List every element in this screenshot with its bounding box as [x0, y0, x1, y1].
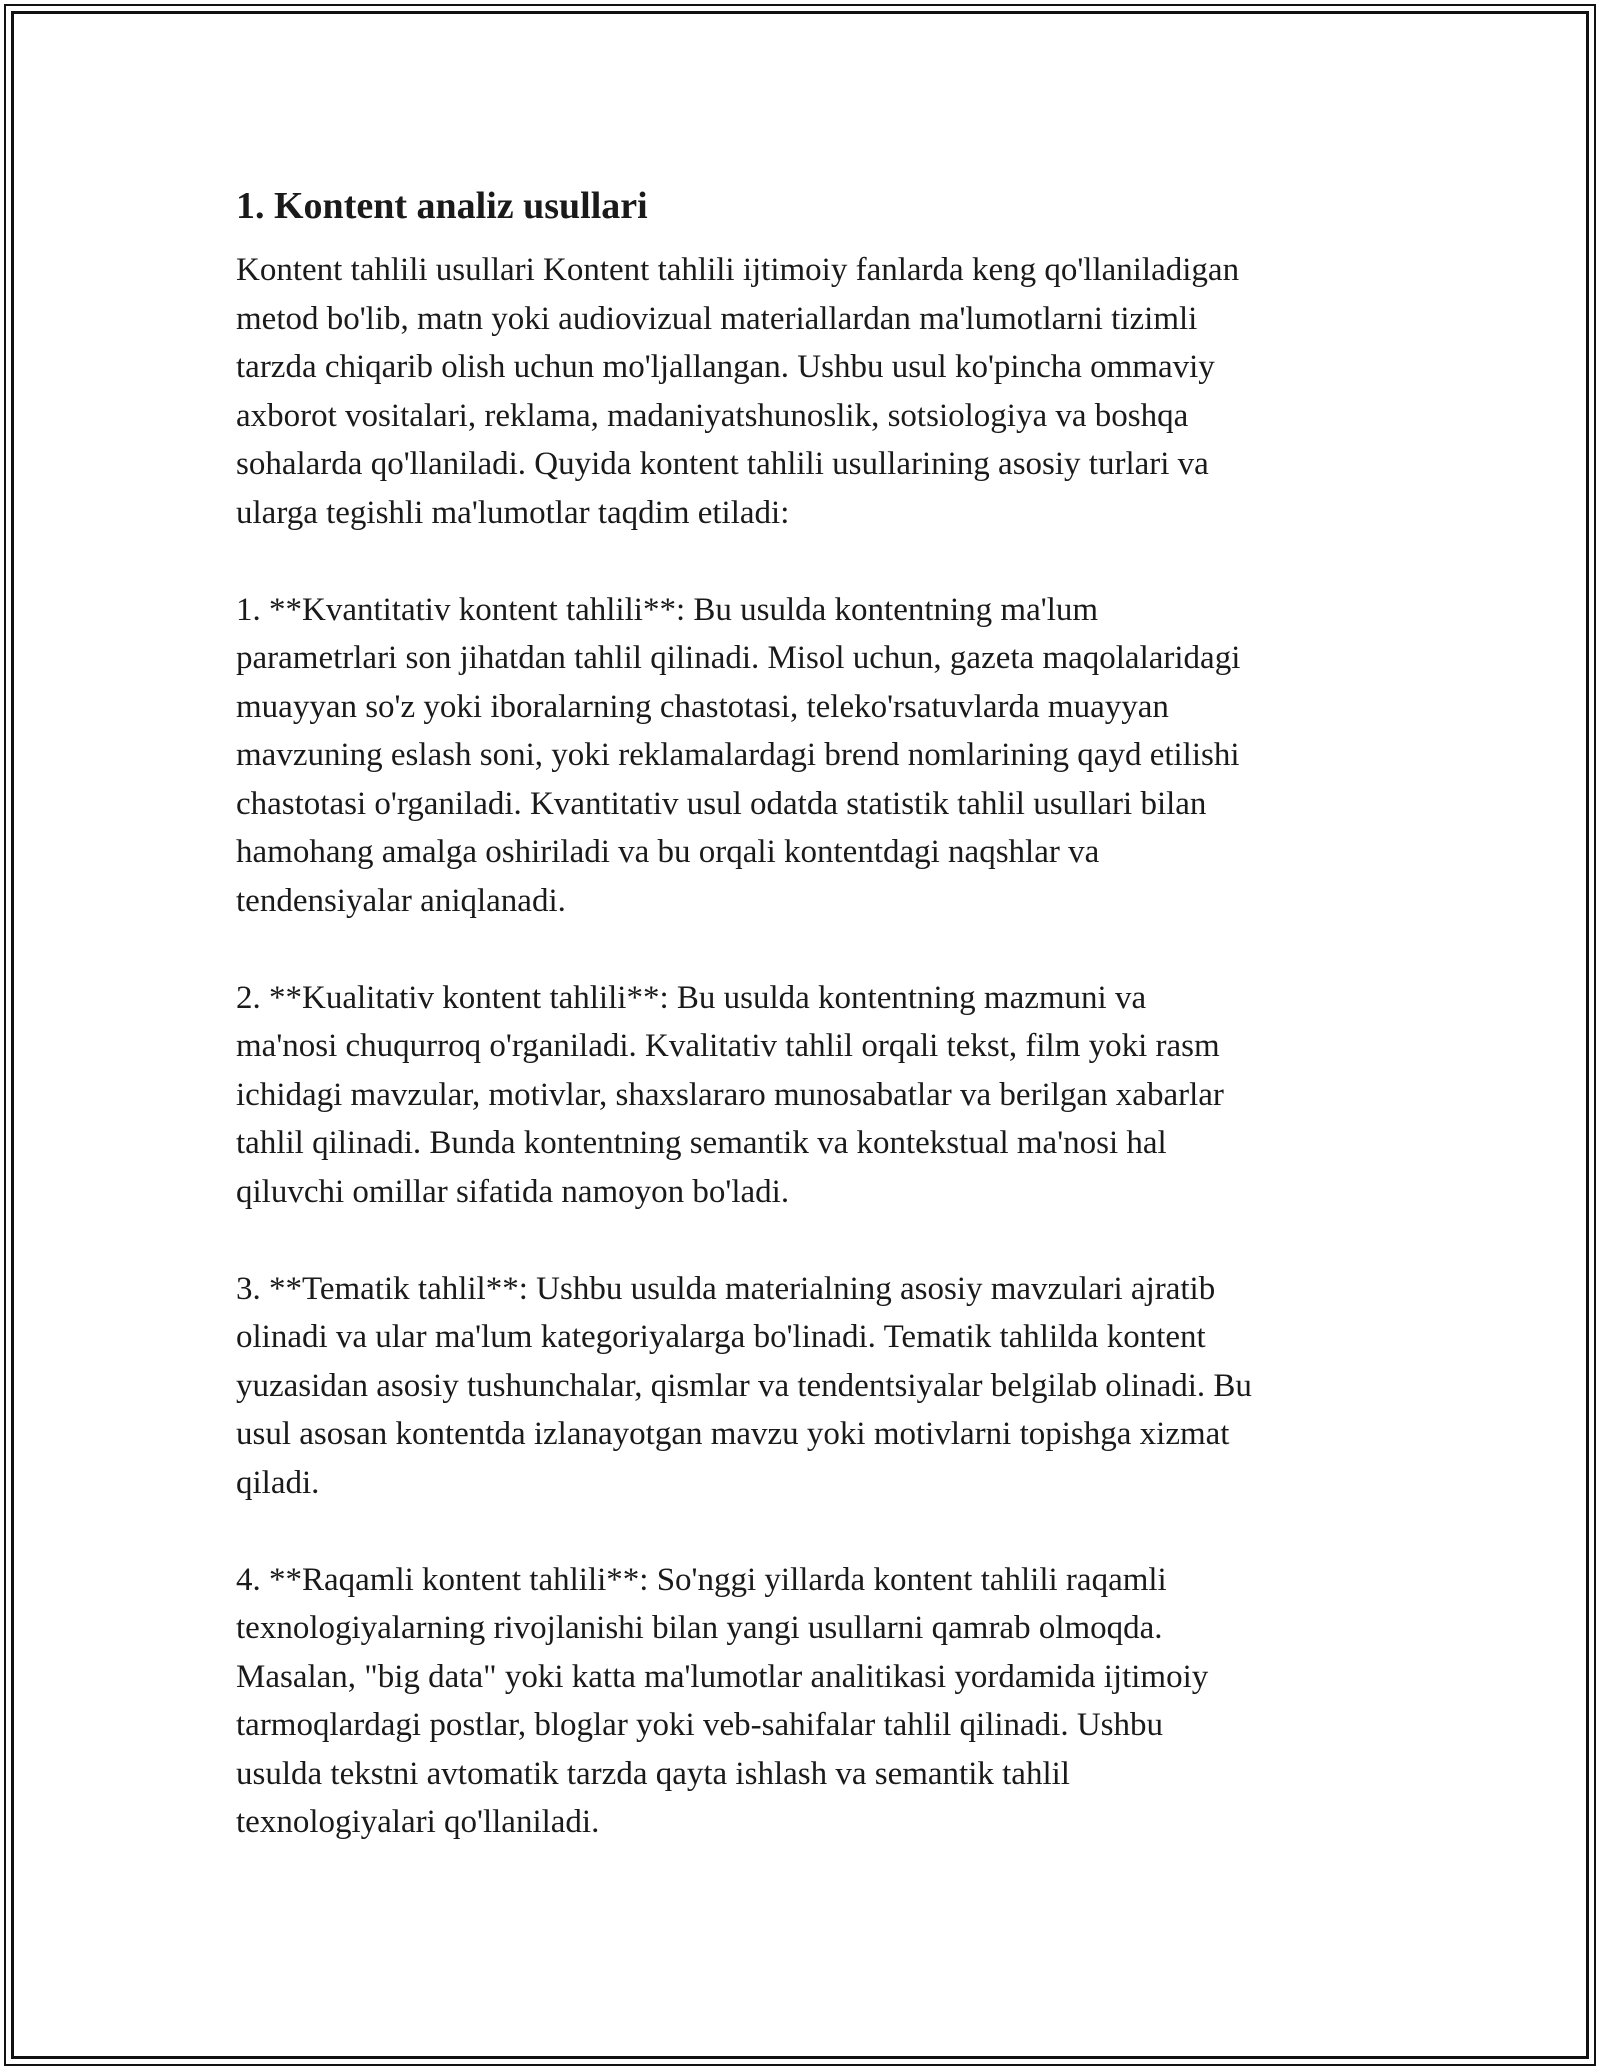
page-title: 1. Kontent analiz usullari: [236, 185, 648, 227]
paragraph-intro: Kontent tahlili usullari Kontent tahlili ijtimoiy fanlarda keng qo'llaniladigan metod bo'lib, matn yoki audiovizual materiallardan ma'lumotlarni tizimli tarzda chiqarib olish uchun mo'ljallangan. Ushbu usul ko'pincha ommaviy axborot vositalari, reklama, madaniyatshunoslik, sotsiologiya va boshqa sohalarda qo'llaniladi. Quyida kontent tahlili usullarining asosiy turlari va ularga tegishli ma'lumotlar taqdim etiladi:: [236, 252, 1240, 531]
paragraph-qualitative: 2. **Kualitativ kontent tahlili**: Bu usulda kontentning mazmuni va ma'nosi chuqurroq o'rganiladi. Kvalitativ tahlil orqali tekst, film yoki rasm ichidagi mavzular, motivlar, shaxslararo munosabatlar va berilgan xabarlar tahlil qilinadi. Bunda kontentning semantik va kontekstual ma'nosi hal qiluvchi omillar sifatida namoyon bo'ladi.: [236, 979, 1224, 1210]
paragraph-thematic: 3. **Tematik tahlil**: Ushbu usulda materialning asosiy mavzulari ajratib olinadi va ular ma'lum kategoriyalarga bo'linadi. Tematik tahlilda kontent yuzasidan asosiy tushunchalar, qismlar va tendentsiyalar belgilab olinadi. Bu usul asosan kontentda izlanayotgan mavzu yoki motivlarni topishga xizmat qiladi.: [236, 1270, 1252, 1501]
paragraph-quantitative: 1. **Kvantitativ kontent tahlili**: Bu usulda kontentning ma'lum parametrlari son jihatdan tahlil qilinadi. Misol uchun, gazeta maqolalaridagi muayyan so'z yoki iboralarning chastotasi, teleko'rsatuvlarda muayyan mavzuning eslash soni, yoki reklamalardagi brend nomlarining qayd etilishi chastotasi o'rganiladi. Kvantitativ usul odatda statistik tahlil usullari bilan hamohang amalga oshiriladi va bu orqali kontentdagi naqshlar va tendensiyalar aniqlanadi.: [236, 591, 1241, 919]
document-page: [236, 182, 1376, 1895]
paragraph-digital: 4. **Raqamli kontent tahlili**: So'nggi yillarda kontent tahlili raqamli texnologiyalarning rivojlanishi bilan yangi usullarni qamrab olmoqda. Masalan, "big data" yoki katta ma'lumotlar analitikasi yordamida ijtimoiy tarmoqlardagi postlar, bloglar yoki veb-sahifalar tahlil qilinadi. Ushbu usulda tekstni avtomatik tarzda qayta ishlash va semantik tahlil texnologiyalari qo'llaniladi.: [236, 1561, 1209, 1840]
